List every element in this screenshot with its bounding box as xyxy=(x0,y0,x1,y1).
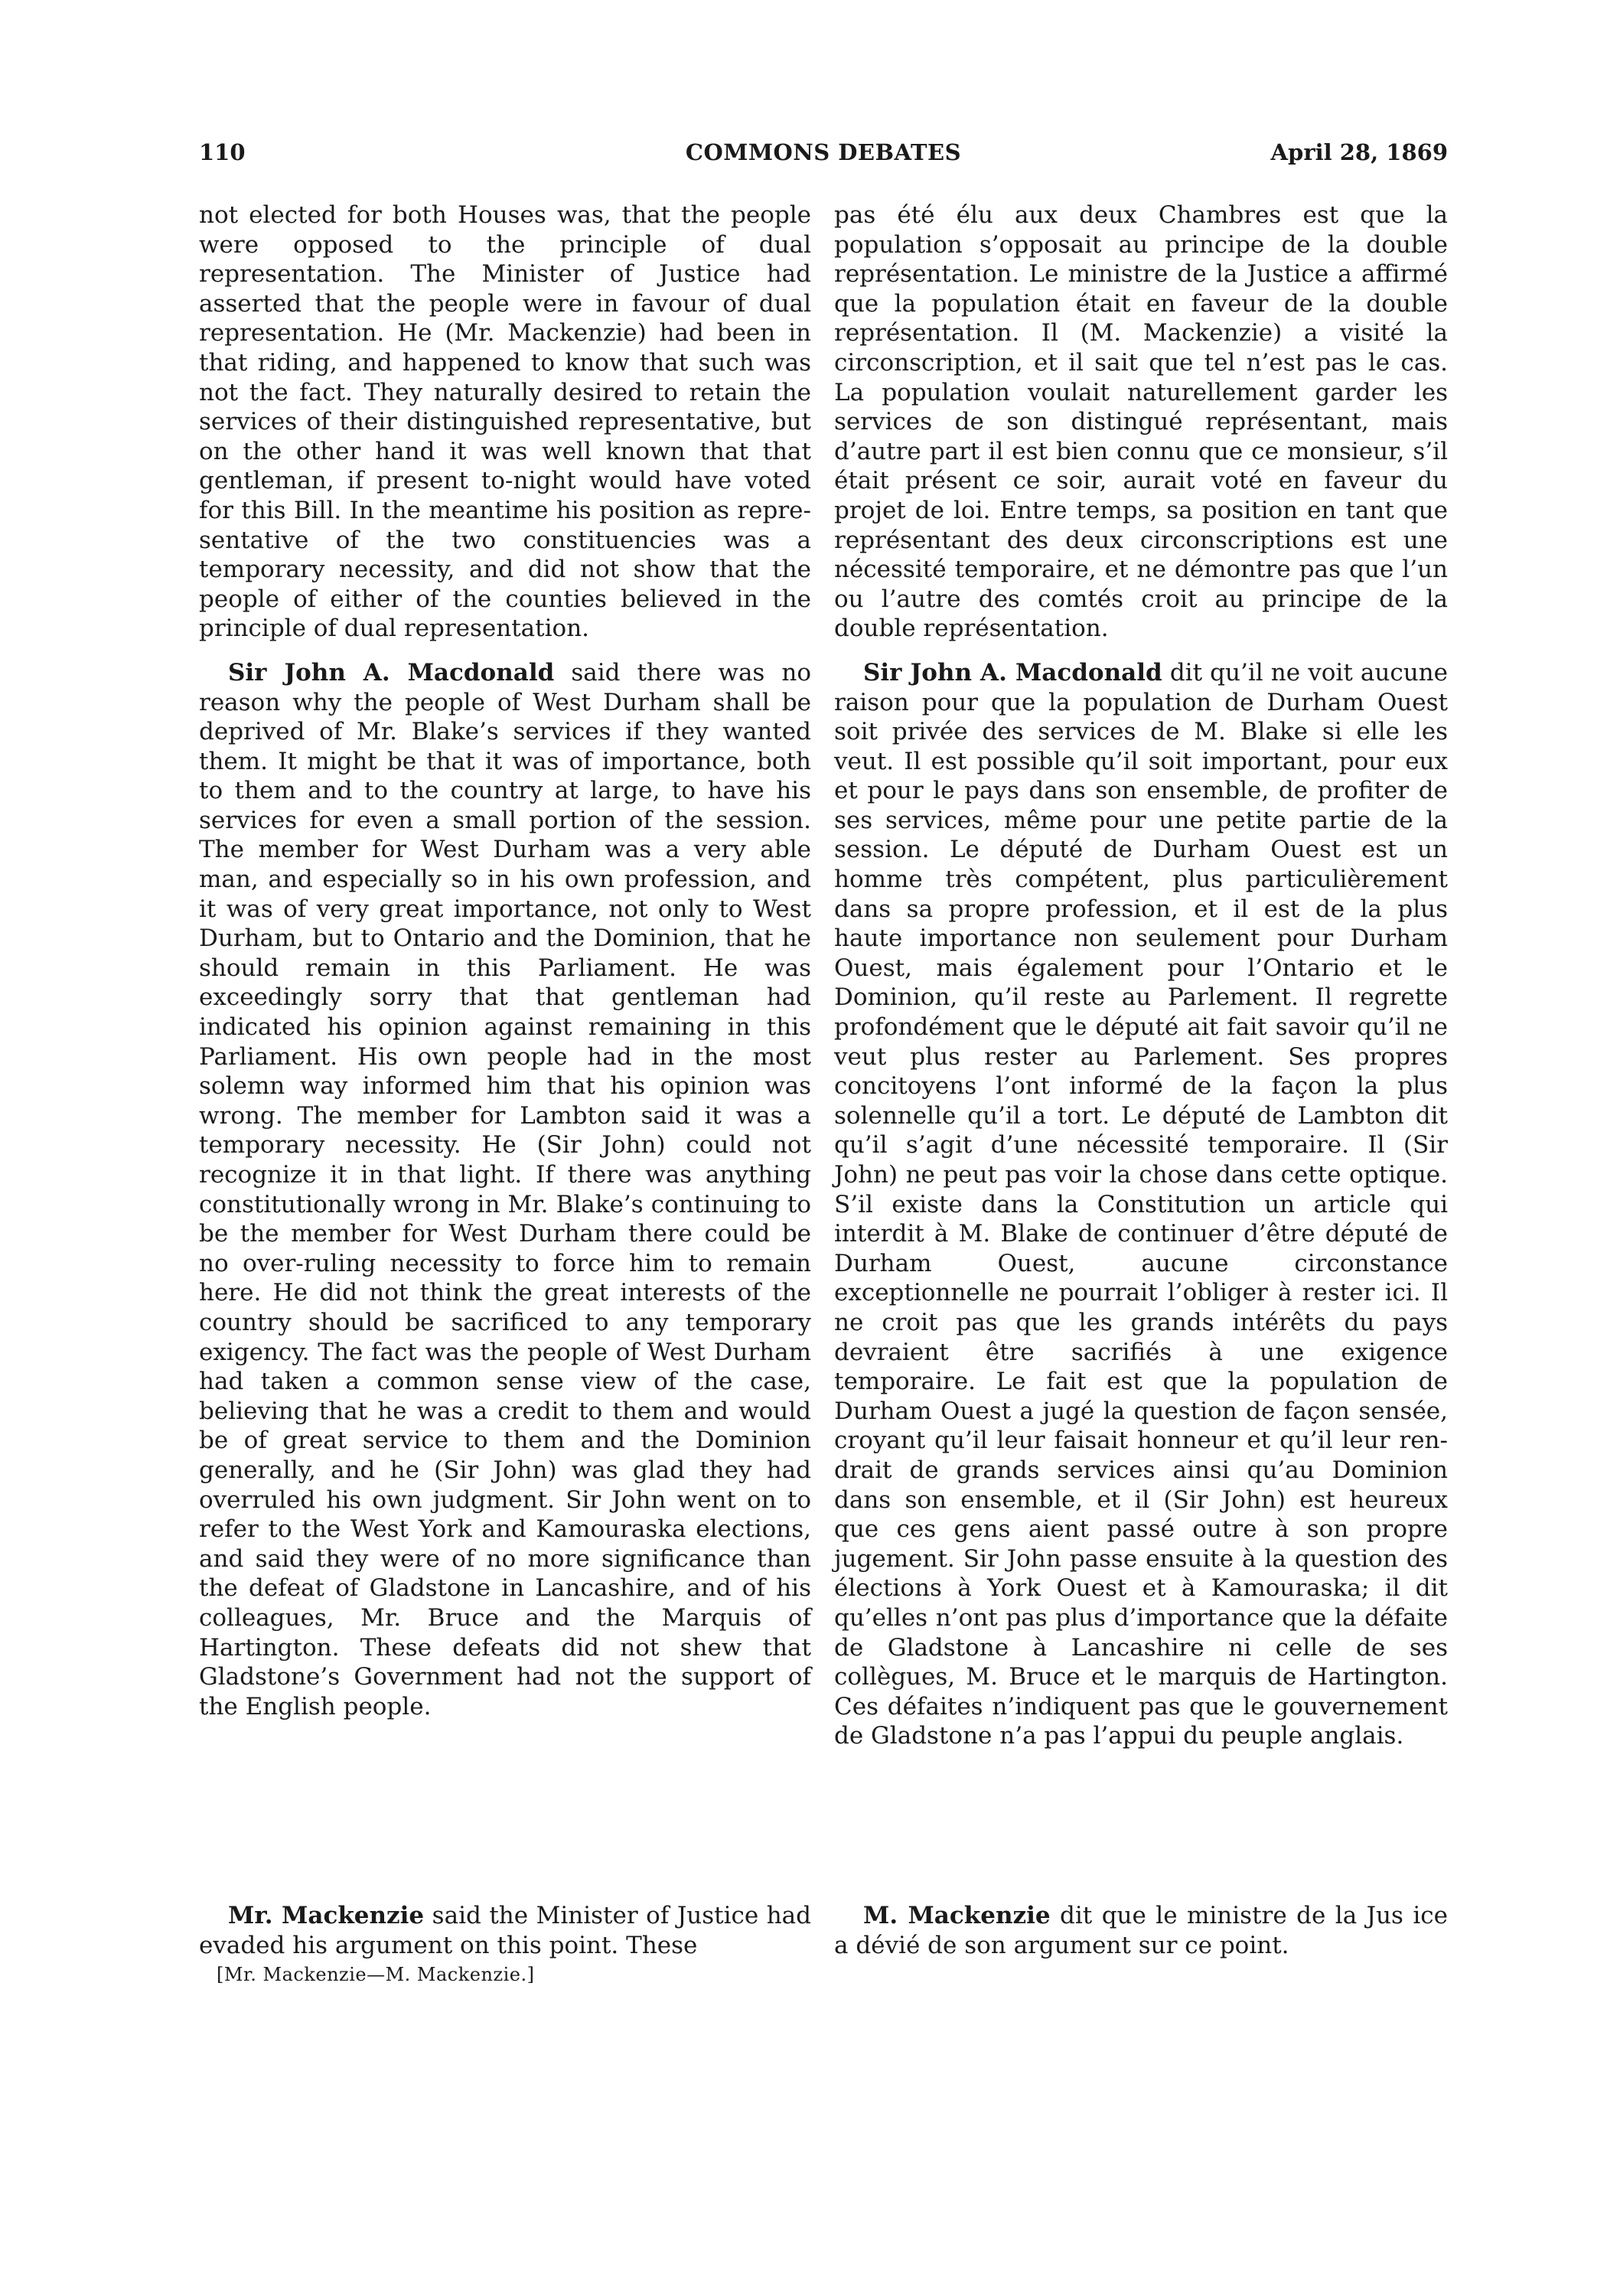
speech-text: dit qu’il ne voit aucune raison pour que la population de Durham Ouest soit privée des services de M. Blake si elle les veut. Il est possible qu’il soit important, pour eux et pour le pays dans son ensemble, de profiter de ses services, même pour une petite partie de la session. Le député de Durham Ouest est un homme très compétent, plus particulièrement dans sa propre profession, et il est de la plus haute importance non seulement pour Durham Ouest, mais également pour l’Ontario et le Dominion, qu’il reste au Parlement. Il regrette profondément que le député ait fait savoir qu’il ne veut plus rester au Parlement. Ses propres concitoyens l’ont informé de la façon la plus solennelle qu’il a tort. Le député de Lambton dit qu’il s’agit d’une nécessité temporaire. Il (Sir John) ne peut pas voir la chose dans cette optique. S’il existe dans la Constitution un article qui interdit à M. Blake de continuer d’être député de Durham Ouest, aucune circonstance exceptionnelle ne pourrait l’obliger à rester ici. Il ne croit pas que les grands intérêts du pays devraient être sacrifiés à une exigence temporaire. Le fait est que la population de Durham Ouest a jugé la question de façon sensée, croyant qu’il leur faisait honneur et qu’il leur rendrait de grands services ainsi qu’au Dominion dans son ensemble, et il (Sir John) est heureux que ces gens aient passé outre à son propre jugement. Sir John passe ensuite à la question des élections à York Ouest et à Kamouraska; il dit qu’elles n’ont pas plus d’importance que la défaite de Gladstone à Lancashire ni celle de ses collègues, M. Bruce et le marquis de Hartington. Ces défaites n’indiquent pas que le gouvernement de Gladstone n’a pas l’appui du peuple anglais. xyxy=(834,658,1448,1750)
publication-title: COMMONS DEBATES xyxy=(685,139,962,165)
speaker-name: Sir John A. Macdonald xyxy=(228,658,555,687)
speaker-name: M. Mackenzie xyxy=(863,1902,1051,1929)
page-number: 110 xyxy=(199,139,246,165)
english-paragraph-continuation: not elected for both Houses was, that the people were opposed to the principle of dual representation. The Minister of Justice had asserted that the people were in favour of dual representation. He (Mr. Mackenzie) had been in that riding, and happened to know that such was not the fact. They naturally desired to retain the services of their distinguished representative, but on the other hand it was well known that that gentleman, if present to-night would have voted for this Bill. In the meantime his position as representative of the two constituencies was a temporary necessity, and did not show that the people of either of the counties believed in the principle of dual representation. xyxy=(199,201,811,643)
french-paragraph-macdonald xyxy=(834,658,1448,1751)
speech-text: said there was no reason why the people of West Durham shall be deprived of Mr. Blake’s services if they wanted them. It might be that it was of importance, both to them and to the country at large, to have his services for even a small portion of the session. The member for West Durham was a very able man, and especially so in his own profession, and it was of very great importance, not only to West Durham, but to Ontario and the Dominion, that he should remain in this Parliament. He was exceedingly sorry that that gentleman had indicated his opinion against remaining in this Parliament. His own people had in the most solemn way informed him that his opinion was wrong. The member for Lambton said it was a temporary necessity. He (Sir John) could not recognize it in that light. If there was anything constitutionally wrong in Mr. Blake’s continuing to be the member for West Durham there could be no over-ruling necessity to force him to remain here. He did not think the great interests of the country should be sacrificed to any temporary exigency. The fact was the people of West Durham had taken a common sense view of the case, believing that he was a credit to them and would be of great service to them and the Dominion generally, and he (Sir John) was glad they had overruled his own judgment. Sir John went on to refer to the West York and Kamouraska elections, and said they were of no more significance than the defeat of Gladstone in Lancashire, and of his colleagues, Mr. Bruce and the Marquis of Hartington. These defeats did not shew that Gladstone’s Government had not the support of the English people. xyxy=(199,658,811,1720)
french-paragraph-continuation: pas été élu aux deux Chambres est que la population s’opposait au principe de la double représentation. Le ministre de la Justice a affirmé que la population était en faveur de la double représentation. Il (M. Mackenzie) a visité la circonscription, et il sait que tel n’est pas le cas. La population voulait naturellement garder les services de son distingué représentant, mais d’autre part il est bien connu que ce monsieur, s’il était présent ce soir, aurait voté en faveur du projet de loi. Entre temps, sa position en tant que représentant des deux circonscriptions est une nécessité temporaire, et ne démontre pas que l’un ou l’autre des comtés croit au principe de la double représentation. xyxy=(834,201,1448,643)
session-date: April 28, 1869 xyxy=(1270,139,1448,165)
speaker-footnote: [Mr. Mackenzie—M. Mackenzie.] xyxy=(217,1964,535,1985)
french-column xyxy=(834,201,1448,1751)
speaker-name: Mr. Mackenzie xyxy=(228,1902,425,1929)
speaker-name: Sir John A. Macdonald xyxy=(863,658,1162,687)
english-paragraph-macdonald xyxy=(199,658,811,1721)
speech-text: said the Minister of Justice had evaded his argument on this point. These xyxy=(199,1902,812,1959)
english-column xyxy=(199,201,811,1721)
french-paragraph-mackenzie xyxy=(834,1901,1448,1960)
page-header xyxy=(199,139,1448,178)
english-paragraph-mackenzie xyxy=(199,1901,811,1960)
speech-text: dit que le ministre de la Jus ice a dévié de son argument sur ce point. xyxy=(834,1902,1448,1959)
